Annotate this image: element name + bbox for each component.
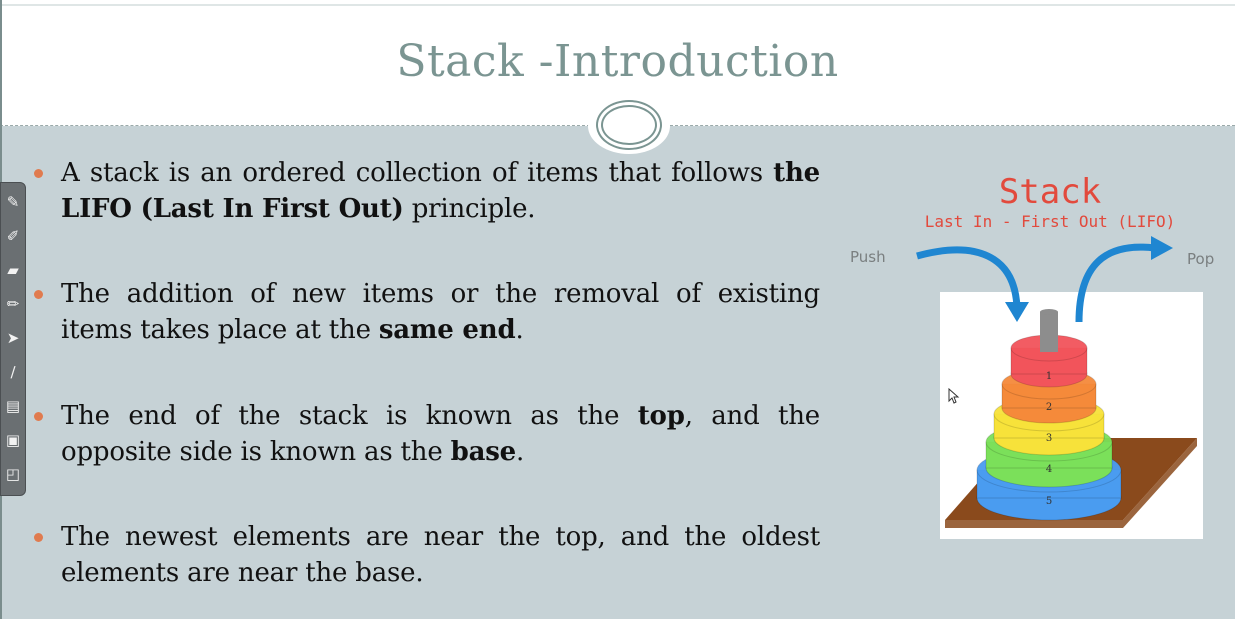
disk-label-4: 4 [1045, 464, 1053, 475]
bullet-item [30, 519, 820, 591]
mouse-cursor-icon [948, 388, 960, 404]
disk-label-1: 1 [1045, 371, 1053, 382]
screen-icon[interactable]: ▣ [5, 431, 21, 449]
bullet-dot [34, 169, 43, 178]
highlighter-icon[interactable]: ✏ [6, 295, 20, 313]
peg-top [1040, 309, 1058, 315]
windows-icon[interactable]: ◰ [5, 465, 21, 483]
slide-title: Stack -Introduction [396, 36, 839, 87]
bullet-text: The end of the stack is known as the top, and the opposite side is known as the base. [61, 401, 820, 467]
top-border [0, 4, 1235, 6]
eraser-icon[interactable]: ▰ [7, 261, 19, 279]
disk-label-5: 5 [1045, 496, 1053, 507]
pop-arrowhead [1151, 236, 1173, 260]
bullet-item [30, 398, 820, 470]
stack-peg [1040, 312, 1058, 352]
bullet-dot [34, 412, 43, 421]
push-arrowhead [1005, 302, 1029, 322]
bullet-item [30, 276, 820, 348]
brush-icon[interactable]: ∕ [10, 363, 16, 381]
marker-icon[interactable]: ✐ [6, 227, 20, 245]
bullet-text: A stack is an ordered collection of items that follows the LIFO (Last In First Out) principle. [61, 158, 820, 224]
figure-subtitle: Last In - First Out (LIFO) [924, 212, 1176, 231]
pointer-icon[interactable]: ➤ [6, 329, 20, 347]
annotation-toolbar [0, 182, 26, 496]
keyboard-icon[interactable]: ▤ [5, 397, 21, 415]
divider-left [0, 125, 590, 126]
push-label: Push [850, 248, 886, 266]
stack-drawing [845, 170, 1235, 550]
divider-oval-inner [601, 105, 657, 145]
push-arrow [917, 250, 1017, 308]
pop-label: Pop [1187, 250, 1215, 268]
stack-illustration [845, 170, 1235, 550]
disk-label-2: 2 [1045, 402, 1053, 413]
bullet-item [30, 155, 820, 227]
bullet-text: The newest elements are near the top, and the oldest elements are near the base. [61, 522, 820, 588]
divider-right [670, 125, 1235, 126]
base-board-front [945, 520, 1123, 528]
pop-arrow [1079, 247, 1155, 322]
disk-label-3: 3 [1045, 433, 1053, 444]
figure-title: Stack [998, 172, 1102, 212]
bullet-dot [34, 533, 43, 542]
bullet-dot [34, 290, 43, 299]
bullet-text: The addition of new items or the removal of existing items takes place at the same end. [61, 279, 820, 345]
pen-icon[interactable]: ✎ [6, 193, 20, 211]
